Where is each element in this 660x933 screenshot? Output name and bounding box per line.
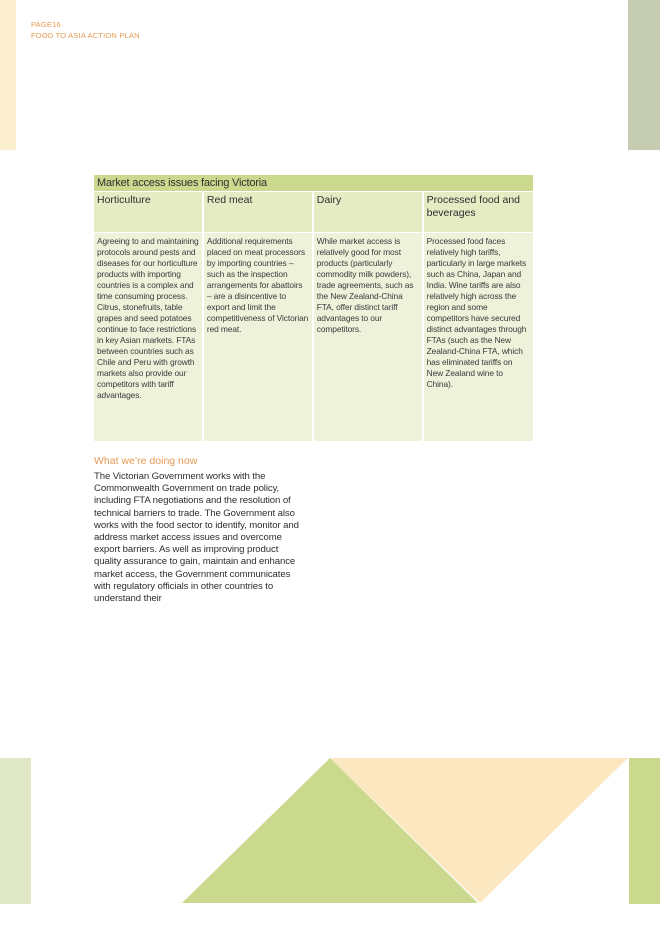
column-body: Additional requirements placed on meat processors by importing countries – such as the inspection arrangements for abattoirs – are a disincentive to export and limit the competitiveness of Victorian red meat.: [204, 233, 312, 441]
document-title: FOOD TO ASIA ACTION PLAN: [31, 31, 140, 40]
decorative-strip-top-left: [0, 0, 16, 150]
table-column-red-meat: [204, 192, 312, 441]
column-heading: Processed food and beverages: [424, 192, 533, 232]
column-body: Processed food faces relatively high tariffs, particularly in large markets such as China, Japan and India. Wine tariffs are also relatively high across the region and some competitors have secured distinct advantages through FTAs (such as the New Zealand-China FTA, which has eliminated tariffs on New Zealand wine to China).: [424, 233, 533, 441]
column-heading: Red meat: [204, 192, 312, 232]
table-columns: [94, 192, 533, 441]
column-heading: Dairy: [314, 192, 422, 232]
decorative-triangles: [0, 757, 660, 904]
green-triangle-left: [182, 758, 330, 903]
page-number: PAGE16: [31, 20, 61, 29]
column-body: While market access is relatively good for most products (particularly commodity milk powders), trade agreements, such as the New Zealand-China FTA, offer distinct tariff advantages to our competitors.: [314, 233, 422, 441]
table-title: Market access issues facing Victoria: [94, 175, 533, 191]
table-column-dairy: [314, 192, 422, 441]
column-heading: Horticulture: [94, 192, 202, 232]
table-column-processed-food: [424, 192, 533, 441]
section-body-text: The Victorian Government works with the Commonwealth Government on trade policy, including FTA negotiations and the resolution of technical barriers to trade. The Government also works with the food sector to identify, monitor and address market access issues and overcome export barriers. As well as improving product quality assurance to gain, maintain and enhance market access, the Government communicates with regulatory officials in other countries to understand their: [94, 471, 299, 605]
market-access-table: [94, 175, 533, 441]
page-header: [31, 19, 140, 41]
column-body: Agreeing to and maintaining protocols around pests and diseases for our horticulture products with importing countries is a complex and time consuming process. Citrus, stonefruits, table grapes and seed potatoes continue to face restrictions in key Asian markets. FTAs between countries such as Chile and Peru with growth markets also provide our competitors with tariff advantages.: [94, 233, 202, 441]
section-heading: What we’re doing now: [94, 455, 198, 467]
table-column-horticulture: [94, 192, 202, 441]
decorative-strip-top-right: [628, 0, 660, 150]
